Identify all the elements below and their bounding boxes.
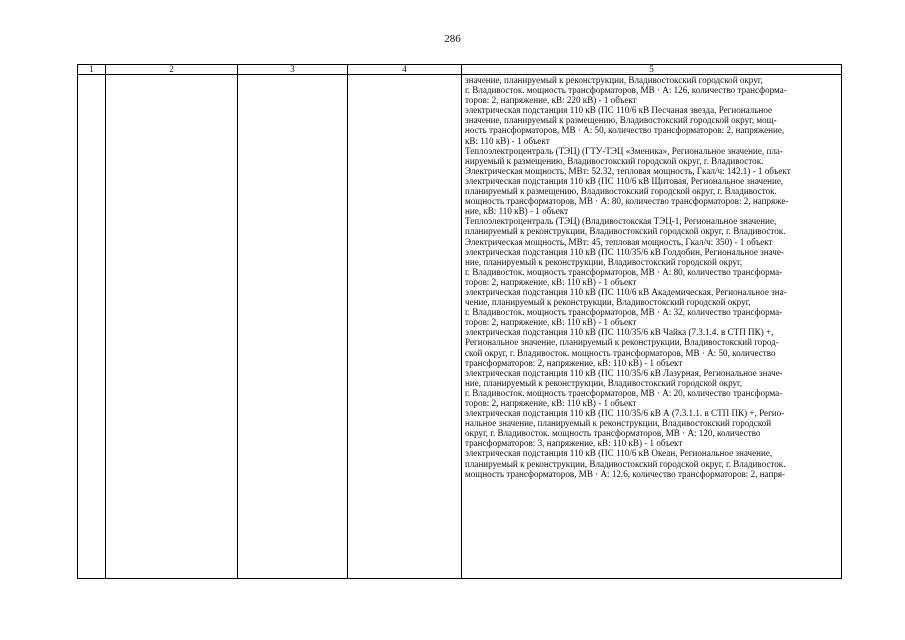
text-line: Региональное значение, планируемый к реконструкции, Владивостокский город- bbox=[465, 337, 779, 348]
cell-column-5 bbox=[462, 75, 842, 579]
text-line: планируемый к размещению, Владивостокский городской округ, г. Владивосток. bbox=[465, 186, 777, 197]
text-line: электрическая подстанция 110 кВ (ПС 110/6 кВ Академическая, Региональное зна- bbox=[465, 286, 787, 297]
cell-column-2 bbox=[106, 75, 238, 579]
text-line: г. Владивосток. мощность трансформаторов, МВ · А: 20, количество трансформа- bbox=[465, 387, 783, 398]
text-line: торов: 2, напряжение, кВ: 110 кВ) - 1 объект bbox=[465, 276, 637, 287]
text-line: электрическая подстанция 110 кВ (ПС 110/35/6 кВ Лазурная, Региональное значе- bbox=[465, 367, 783, 378]
text-line: ской округ, г. Владивосток. мощность трансформаторов, МВ · А: 50, количество bbox=[465, 347, 776, 358]
text-line: торов: 2, напряжение, кВ: 220 кВ) - 1 объект bbox=[465, 95, 637, 106]
text-line: электрическая подстанция 110 кВ (ПС 110/6 кВ Песчаная звезда, Региональное bbox=[465, 105, 773, 116]
table-header-row bbox=[78, 65, 842, 75]
text-line: Теплоэлектроцентраль (ТЭЦ) (ГТУ-ТЭЦ «Зменика», Региональное значение, пла- bbox=[465, 145, 783, 156]
text-line: г. Владивосток. мощность трансформаторов, МВ · А: 126, количество трансформа- bbox=[465, 85, 787, 96]
text-line: нальное значение, планируемый к реконструкции, Владивостокский городской bbox=[465, 418, 772, 429]
page-number: 286 bbox=[444, 33, 461, 45]
cell-column-3 bbox=[238, 75, 348, 579]
document-table bbox=[77, 64, 842, 579]
text-line: мощность трансформаторов, МВ · А: 80, количество трансформаторов: 2, напряже- bbox=[465, 196, 789, 207]
text-line: торов: 2, напряжение, кВ: 110 кВ) - 1 объект bbox=[465, 317, 637, 328]
text-line: округ, г. Владивосток. мощность трансформаторов, МВ · А: 120, количество bbox=[465, 428, 761, 439]
text-line: электрическая подстанция 110 кВ (ПС 110/35/6 кВ Голдобин, Региональное значе- bbox=[465, 246, 784, 257]
text-line: значение, планируемый к размещению, Владивостокский городской округ, мощ- bbox=[465, 115, 777, 126]
column-header-3: 3 bbox=[238, 65, 348, 75]
text-line: ние, планируемый к реконструкции, Владивостокский городской округ, bbox=[465, 256, 743, 267]
text-line: мощность трансформаторов, МВ · А: 12.6, количество трансформаторов: 2, напря- bbox=[465, 468, 786, 479]
text-line: чение, планируемый к реконструкции, Владивостокский городской округ, bbox=[465, 297, 751, 308]
cell-column-1 bbox=[78, 75, 106, 579]
text-line: электрическая подстанция 110 кВ (ПС 110/6 кВ Щитовая, Региональное значение, bbox=[465, 175, 784, 186]
text-line: Электрическая мощность, МВт: 52.32, тепловая мощность, Гкал/ч: 142.1) - 1 объект bbox=[465, 165, 791, 176]
text-line: планируемый к реконструкции, Владивостокский городской округ, г. Владивосток. bbox=[465, 226, 786, 237]
text-line: нируемый к размещению, Владивостокский городской округ, г. Владивосток. bbox=[465, 155, 764, 166]
text-line: значение, планируемый к реконструкции, Владивостокский городской округ, bbox=[465, 75, 763, 85]
column-header-1: 1 bbox=[78, 65, 106, 75]
text-line: ность трансформаторов, МВ · А: 50, количество трансформаторов: 2, напряжение, bbox=[465, 125, 785, 136]
text-line: электрическая подстанция 110 кВ (ПС 110/6 кВ Океан, Региональное значение, bbox=[465, 448, 773, 459]
column-header-5: 5 bbox=[462, 65, 842, 75]
column-header-2: 2 bbox=[106, 65, 238, 75]
text-line: Теплоэлектроцентраль (ТЭЦ) (Владивостокская ТЭЦ-1, Региональное значение, bbox=[465, 216, 777, 227]
text-line: ние, планируемый к реконструкции, Владивостокский городской округ, bbox=[465, 377, 743, 388]
text-line: кВ: 110 кВ) - 1 объект bbox=[465, 135, 550, 146]
text-line: планируемый к реконструкции, Владивостокский городской округ, г. Владивосток. bbox=[465, 458, 786, 469]
text-line: торов: 2, напряжение, кВ: 110 кВ) - 1 объект bbox=[465, 398, 637, 408]
table-row bbox=[78, 75, 842, 579]
text-line: ние, кВ: 110 кВ) - 1 объект bbox=[465, 206, 569, 217]
text-line: г. Владивосток. мощность трансформаторов, МВ · А: 80, количество трансформа- bbox=[465, 266, 783, 277]
text-line: трансформаторов: 2, напряжение, кВ: 110 кВ) - 1 объект bbox=[465, 357, 683, 368]
text-line: электрическая подстанция 110 кВ (ПС 110/35/6 кВ Чайка (7.3.1.4. в СТП ПК) +, bbox=[465, 327, 774, 338]
text-line: трансформаторов: 3, напряжение, кВ: 110 кВ) - 1 объект bbox=[465, 438, 683, 449]
column-header-4: 4 bbox=[348, 65, 462, 75]
text-line: электрическая подстанция 110 кВ (ПС 110/35/6 кВ А (7.3.1.1. в СТП ПК) +, Регио- bbox=[465, 408, 785, 419]
text-line: Электрическая мощность, МВт: 45, тепловая мощность, Гкал/ч: 350) - 1 объект bbox=[465, 236, 773, 247]
cell-column-4 bbox=[348, 75, 462, 579]
text-line: г. Владивосток. мощность трансформаторов, МВ · А: 32, количество трансформа- bbox=[465, 307, 783, 318]
